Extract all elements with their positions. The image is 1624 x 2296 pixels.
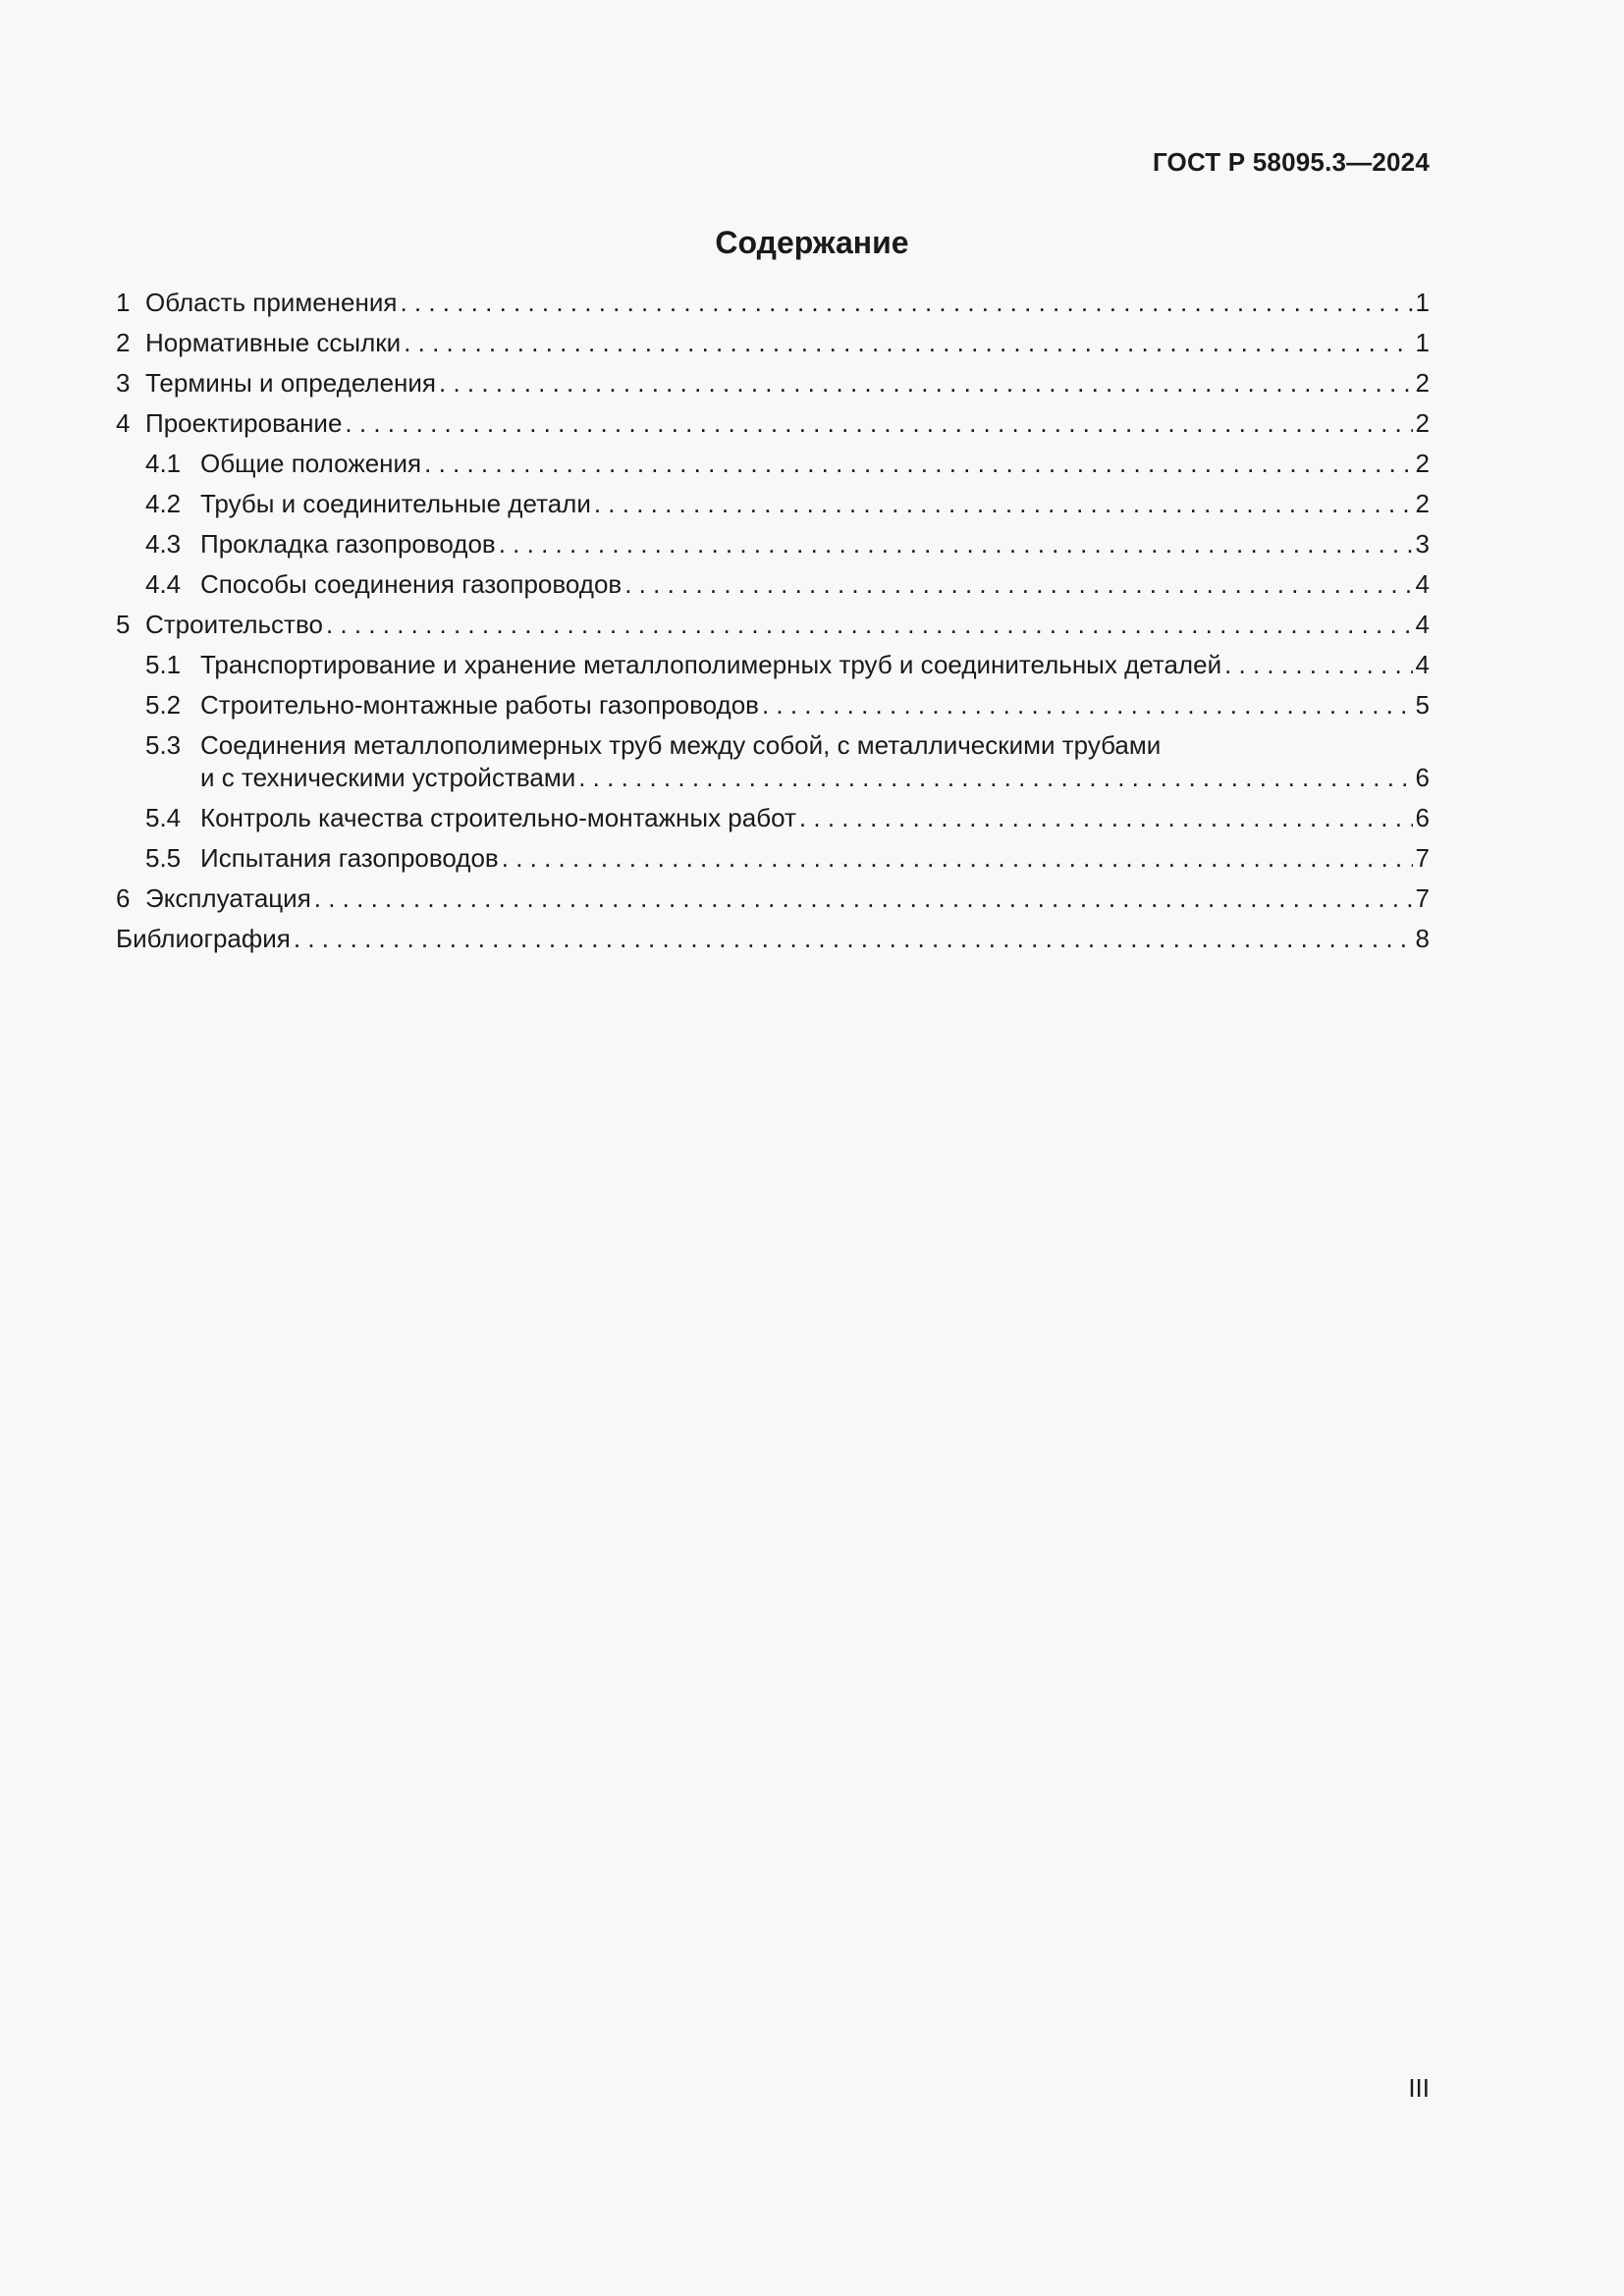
toc-subentry[interactable]	[116, 798, 1430, 838]
toc-subentry[interactable]	[116, 838, 1430, 879]
toc-entry-page: 5	[1415, 690, 1430, 720]
toc-entry-page: 6	[1415, 803, 1430, 832]
toc-entry-page: 2	[1415, 408, 1430, 438]
toc-entry-number: 5.2	[145, 690, 182, 720]
toc-leader-dots	[499, 524, 1413, 564]
toc-subentry[interactable]	[116, 444, 1430, 484]
toc-entry-number: 6	[116, 883, 131, 913]
toc-subentry[interactable]	[116, 725, 1430, 798]
toc-entry-title: Термины и определения	[145, 368, 437, 398]
toc-entry-title: Строительство	[145, 610, 323, 639]
document-code: ГОСТ Р 58095.3—2024	[1152, 147, 1430, 177]
toc-entry-number: 5.5	[145, 843, 182, 873]
toc-entry-number: 4.3	[145, 529, 182, 559]
toc-entry-title: Прокладка газопроводов	[200, 529, 496, 559]
toc-entry-page: 2	[1415, 449, 1430, 478]
toc-leader-dots	[439, 363, 1413, 403]
toc-entry-title: Строительно-монтажные работы газопроводов	[200, 690, 759, 720]
toc-entry[interactable]	[116, 363, 1430, 403]
toc-entry[interactable]	[116, 283, 1430, 323]
toc-entry-page: 2	[1415, 368, 1430, 398]
toc-entry[interactable]	[116, 323, 1430, 363]
toc-entry-number: 5.4	[145, 803, 182, 832]
toc-leader-dots	[424, 444, 1412, 484]
toc-entry-number: 4	[116, 408, 131, 438]
toc-entry-title: Контроль качества строительно-монтажных работ	[200, 803, 796, 832]
toc-entry-page: 3	[1415, 529, 1430, 559]
toc-entry-number: 5	[116, 610, 131, 639]
toc-entry-title: Область применения	[145, 288, 398, 317]
toc-entry-number: 5.1	[145, 650, 182, 679]
toc-entry-number: 4.4	[145, 569, 182, 599]
toc-entry-page: 7	[1415, 883, 1430, 913]
toc-entry-page: 4	[1415, 610, 1430, 639]
toc-entry-number: 3	[116, 368, 131, 398]
toc-entry-number: 2	[116, 328, 131, 357]
page-number: III	[1408, 2073, 1430, 2103]
toc-entry-title: Эксплуатация	[145, 883, 311, 913]
toc-leader-dots	[799, 798, 1413, 838]
toc-entry-title: Общие положения	[200, 449, 422, 478]
toc-entry-title: Библиография	[116, 924, 291, 953]
toc-leader-dots	[594, 484, 1413, 524]
toc-subentry[interactable]	[116, 524, 1430, 564]
toc-entry-title: Испытания газопроводов	[200, 843, 499, 873]
toc-entry-title: Проектирование	[145, 408, 343, 438]
toc-entry[interactable]	[116, 879, 1430, 919]
toc-subentry[interactable]	[116, 564, 1430, 605]
toc-entry-number: 4.1	[145, 449, 182, 478]
toc-leader-dots	[502, 838, 1413, 879]
toc-entry-title: Трубы и соединительные детали	[200, 489, 591, 518]
toc-leader-dots	[578, 762, 1412, 794]
toc-entry-page: 4	[1415, 569, 1430, 599]
toc-entry-page: 1	[1415, 288, 1430, 317]
toc-entry-page: 6	[1415, 763, 1430, 792]
toc-entry[interactable]	[116, 403, 1430, 444]
toc-entry-page: 8	[1415, 924, 1430, 953]
toc-entry-number: 1	[116, 288, 131, 317]
toc-title: Содержание	[715, 225, 909, 260]
toc-entry-page: 2	[1415, 489, 1430, 518]
toc-leader-dots	[404, 323, 1412, 363]
toc-leader-dots	[762, 685, 1413, 725]
toc-entry[interactable]	[116, 919, 1430, 959]
toc-entry-title: Нормативные ссылки	[145, 328, 402, 357]
toc-entry-page: 7	[1415, 843, 1430, 873]
toc-entry-number: 5.3	[145, 730, 182, 760]
table-of-contents	[116, 283, 1430, 959]
toc-leader-dots	[624, 564, 1412, 605]
toc-entry-title-continued: и с техническими устройствами	[200, 763, 576, 792]
toc-entry-page: 4	[1415, 650, 1430, 679]
toc-subentry[interactable]	[116, 484, 1430, 524]
toc-entry-number: 4.2	[145, 489, 182, 518]
toc-leader-dots	[294, 919, 1413, 959]
toc-entry-title: Соединения металлополимерных труб между собой, с металлическими трубами	[200, 730, 1162, 760]
toc-entry-title: Способы соединения газопроводов	[200, 569, 623, 599]
toc-leader-dots	[326, 605, 1413, 645]
toc-subentry[interactable]	[116, 645, 1430, 685]
toc-entry-title: Транспортирование и хранение металлополимерных труб и соединительных деталей	[200, 650, 1222, 679]
toc-leader-dots	[314, 879, 1413, 919]
toc-leader-dots	[345, 403, 1412, 444]
toc-subentry[interactable]	[116, 685, 1430, 725]
toc-entry[interactable]	[116, 605, 1430, 645]
toc-leader-dots	[400, 283, 1412, 323]
toc-entry-page: 1	[1415, 328, 1430, 357]
toc-leader-dots	[1224, 645, 1412, 685]
